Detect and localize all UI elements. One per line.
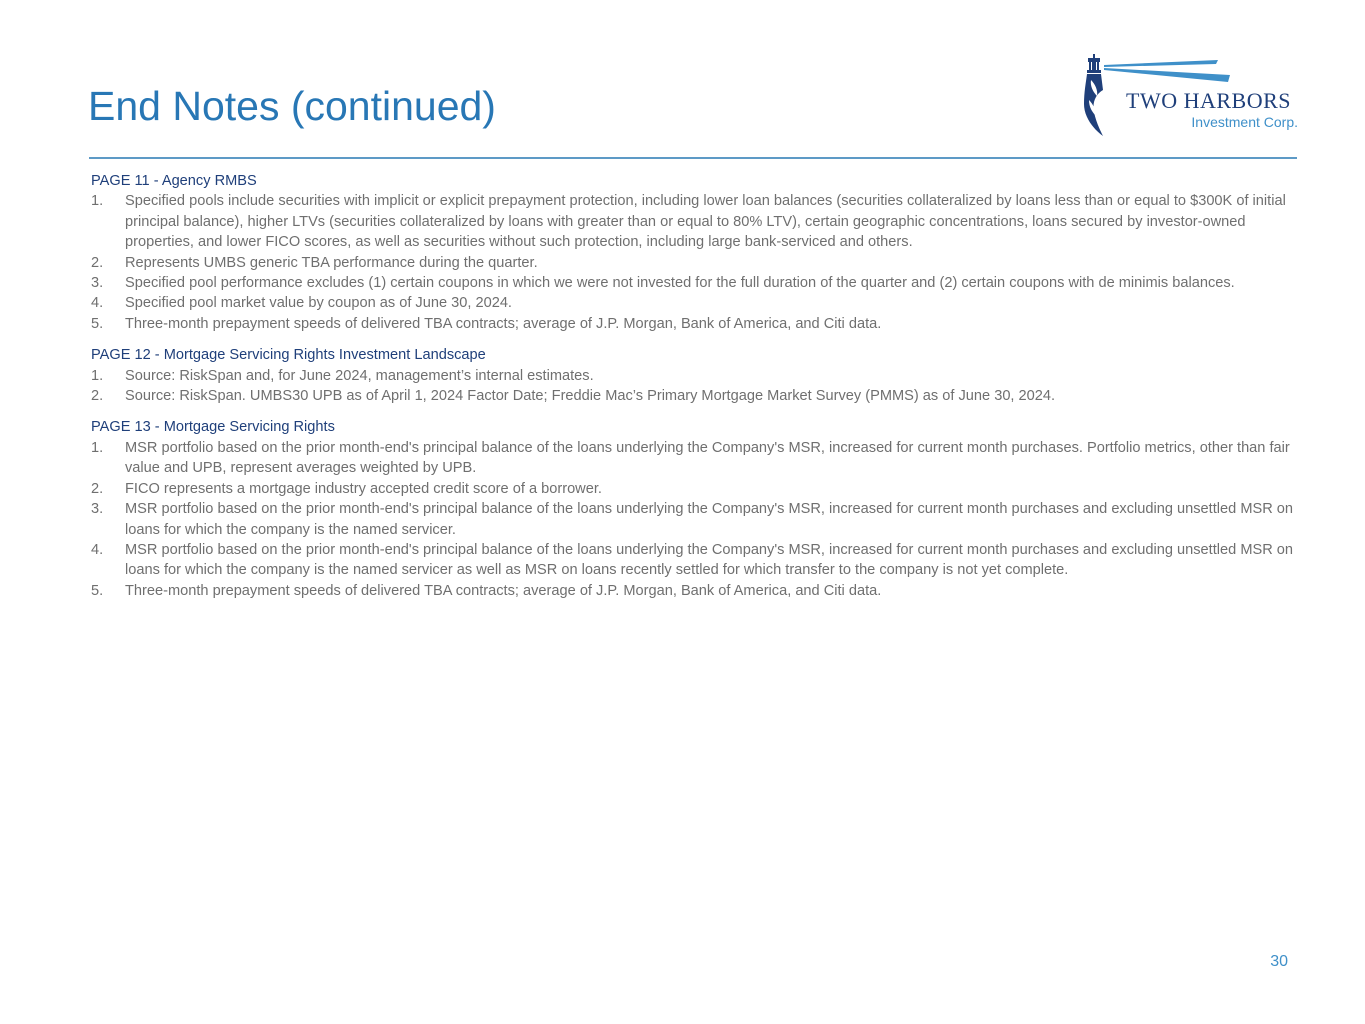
note-number: 1. (91, 367, 104, 384)
note-item (91, 386, 1301, 406)
section-heading: PAGE 11 - Agency RMBS (91, 173, 257, 189)
note-item (91, 293, 1301, 313)
note-item (91, 314, 1301, 334)
note-text: Represents UMBS generic TBA performance during the quarter. (125, 254, 538, 271)
notes-section (91, 171, 1301, 334)
note-number: 2. (91, 480, 104, 497)
title-divider (89, 157, 1297, 159)
note-text: Specified pools include securities with implicit or explicit prepayment protection, including lower loan balances (securities collateralized by loans less than or equal to $300K of initial principal balance), higher LTVs (securities collateralized by loans with greater than or equal to 80% LTV), certain geographic concentrations, loans secured by investor-owned properties, and lower FICO scores, as well as securities without such protection, including large bank-serviced and others. (125, 193, 1286, 251)
page-title: End Notes (continued) (88, 83, 496, 129)
note-text: Source: RiskSpan. UMBS30 UPB as of April 1, 2024 Factor Date; Freddie Mac’s Primary Mortgage Market Survey (PMMS) as of June 30, 2024. (125, 388, 1056, 405)
notes-section (91, 417, 1301, 601)
note-number: 5. (91, 582, 104, 599)
note-number: 1. (91, 439, 104, 456)
note-item (91, 438, 1301, 479)
note-text: MSR portfolio based on the prior month-end's principal balance of the loans underlying the Company's MSR, increased for current month purchases. Portfolio metrics, other than fair value and UPB, represent averages weighted by UPB. (125, 439, 1290, 477)
note-number: 3. (91, 501, 104, 518)
note-text: FICO represents a mortgage industry accepted credit score of a borrower. (125, 480, 602, 497)
note-text: Three-month prepayment speeds of delivered TBA contracts; average of J.P. Morgan, Bank of America, and Citi data. (125, 582, 882, 599)
note-item (91, 499, 1301, 540)
note-text: Specified pool performance excludes (1) certain coupons in which we were not invested for the full duration of the quarter and (2) certain coupons with de minimis balances. (125, 275, 1235, 292)
notes-section (91, 345, 1301, 406)
note-number: 5. (91, 315, 104, 332)
note-number: 4. (91, 295, 104, 312)
note-item (91, 540, 1301, 581)
note-item (91, 191, 1301, 252)
note-item (91, 479, 1301, 499)
note-number: 1. (91, 193, 104, 210)
note-item (91, 581, 1301, 601)
note-number: 2. (91, 388, 104, 405)
note-number: 3. (91, 275, 104, 292)
logo-name: TWO HARBORS (1126, 88, 1292, 113)
section-heading: PAGE 12 - Mortgage Servicing Rights Investment Landscape (91, 347, 486, 364)
note-number: 2. (91, 254, 104, 271)
note-text: Three-month prepayment speeds of delivered TBA contracts; average of J.P. Morgan, Bank of America, and Citi data. (125, 315, 882, 332)
company-logo (1078, 50, 1303, 140)
note-number: 4. (91, 541, 104, 558)
note-text: Specified pool market value by coupon as of June 30, 2024. (125, 295, 512, 312)
note-text: MSR portfolio based on the prior month-end's principal balance of the loans underlying the Company's MSR, increased for current month purchases and excluding unsettled MSR on loans for which the company is the named servicer. (125, 501, 1294, 538)
note-text: MSR portfolio based on the prior month-end's principal balance of the loans underlying the Company's MSR, increased for current month purchases and excluding unsettled MSR on loans for which the company is the named servicer as well as MSR on loans recently settled for which transfer to the company is not yet complete. (125, 541, 1294, 579)
logo-subtitle: Investment Corp. (1191, 114, 1298, 130)
page-number: 30 (1270, 953, 1288, 970)
note-item (91, 366, 1301, 386)
end-notes-content (91, 171, 1301, 612)
note-item (91, 273, 1301, 293)
section-heading: PAGE 13 - Mortgage Servicing Rights (91, 419, 335, 436)
note-item (91, 253, 1301, 273)
note-text: Source: RiskSpan and, for June 2024, management’s internal estimates. (125, 367, 594, 384)
